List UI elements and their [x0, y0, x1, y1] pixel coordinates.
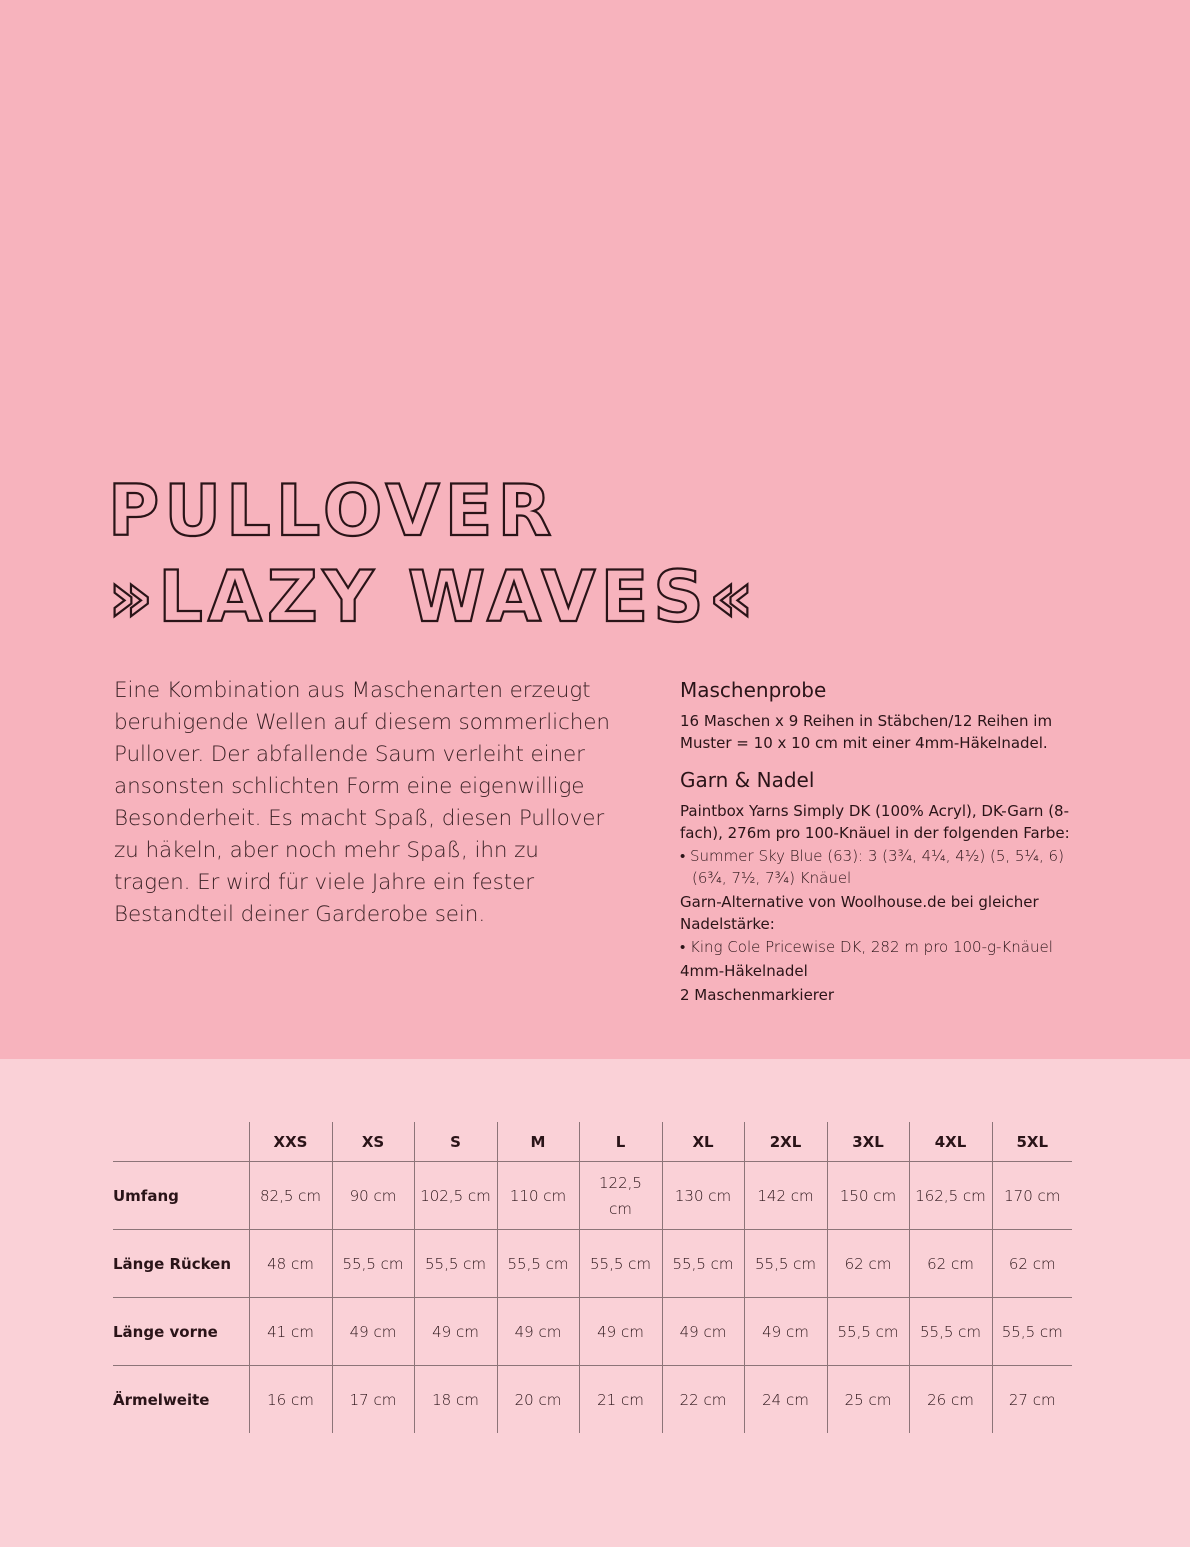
header-cell: 3XL — [827, 1122, 909, 1162]
yarn-alternative-bullet: • King Cole Pricewise DK, 282 m pro 100-g-Knäuel — [680, 936, 1080, 958]
row-label: Länge vorne — [113, 1298, 249, 1366]
table-cell: 17 cm — [332, 1366, 414, 1434]
table-cell: 55,5 cm — [744, 1230, 827, 1298]
size-table-container — [113, 1122, 1072, 1433]
table-cell: 49 cm — [497, 1298, 579, 1366]
row-label: Länge Rücken — [113, 1230, 249, 1298]
table-row — [113, 1366, 1072, 1434]
header-cell: L — [579, 1122, 662, 1162]
table-row — [113, 1230, 1072, 1298]
title-line-2: »LAZY WAVES« — [108, 556, 759, 638]
table-cell: 55,5 cm — [497, 1230, 579, 1298]
yarn-alternative-list — [680, 936, 1080, 958]
table-cell: 55,5 cm — [332, 1230, 414, 1298]
yarn-alternative-text: Garn-Alternative von Woolhouse.de bei gleicher Nadelstärke: — [680, 893, 1039, 933]
header-cell — [113, 1122, 249, 1162]
table-cell: 18 cm — [414, 1366, 497, 1434]
yarn-list — [680, 845, 1080, 889]
markers-text: 2 Maschenmarkierer — [680, 986, 835, 1004]
table-cell: 49 cm — [662, 1298, 744, 1366]
table-cell: 62 cm — [992, 1230, 1072, 1298]
table-cell: 110 cm — [497, 1162, 579, 1230]
table-cell: 22 cm — [662, 1366, 744, 1434]
table-cell: 55,5 cm — [827, 1298, 909, 1366]
size-header-row — [113, 1122, 1072, 1162]
table-cell: 55,5 cm — [414, 1230, 497, 1298]
table-cell: 82,5 cm — [249, 1162, 332, 1230]
table-cell: 26 cm — [909, 1366, 992, 1434]
header-cell: 4XL — [909, 1122, 992, 1162]
table-cell: 162,5 cm — [909, 1162, 992, 1230]
table-cell: 24 cm — [744, 1366, 827, 1434]
table-cell: 122,5 cm — [579, 1162, 662, 1230]
yarn-heading: Garn & Nadel — [680, 768, 815, 792]
table-cell: 49 cm — [414, 1298, 497, 1366]
table-row — [113, 1298, 1072, 1366]
table-cell: 55,5 cm — [992, 1298, 1072, 1366]
header-cell: XXS — [249, 1122, 332, 1162]
size-table — [113, 1122, 1072, 1433]
table-cell: 21 cm — [579, 1366, 662, 1434]
table-cell: 48 cm — [249, 1230, 332, 1298]
row-label: Umfang — [113, 1162, 249, 1230]
table-cell: 170 cm — [992, 1162, 1072, 1230]
header-cell: M — [497, 1122, 579, 1162]
table-cell: 49 cm — [744, 1298, 827, 1366]
table-cell: 90 cm — [332, 1162, 414, 1230]
header-cell: XL — [662, 1122, 744, 1162]
page-title — [108, 468, 759, 640]
table-cell: 130 cm — [662, 1162, 744, 1230]
table-cell: 62 cm — [909, 1230, 992, 1298]
table-cell: 49 cm — [332, 1298, 414, 1366]
hook-text: 4mm-Häkelnadel — [680, 962, 808, 980]
table-cell: 27 cm — [992, 1366, 1072, 1434]
header-cell: XS — [332, 1122, 414, 1162]
header-cell: S — [414, 1122, 497, 1162]
table-cell: 62 cm — [827, 1230, 909, 1298]
table-cell: 55,5 cm — [909, 1298, 992, 1366]
table-cell: 150 cm — [827, 1162, 909, 1230]
table-cell: 142 cm — [744, 1162, 827, 1230]
gauge-heading: Maschenprobe — [680, 678, 827, 702]
table-cell: 25 cm — [827, 1366, 909, 1434]
table-cell: 55,5 cm — [662, 1230, 744, 1298]
materials-section — [680, 676, 1080, 1006]
table-cell: 20 cm — [497, 1366, 579, 1434]
table-cell: 102,5 cm — [414, 1162, 497, 1230]
yarn-text: Paintbox Yarns Simply DK (100% Acryl), DK-Garn (8-fach), 276m pro 100-Knäuel in der folgenden Farbe: — [680, 802, 1070, 842]
table-cell: 55,5 cm — [579, 1230, 662, 1298]
header-cell: 2XL — [744, 1122, 827, 1162]
table-cell: 41 cm — [249, 1298, 332, 1366]
table-cell: 49 cm — [579, 1298, 662, 1366]
header-cell: 5XL — [992, 1122, 1072, 1162]
gauge-text: 16 Maschen x 9 Reihen in Stäbchen/12 Reihen im Muster = 10 x 10 cm mit einer 4mm-Häkelnadel. — [680, 712, 1053, 752]
title-line-1: PULLOVER — [108, 470, 557, 552]
table-cell: 16 cm — [249, 1366, 332, 1434]
table-row — [113, 1162, 1072, 1230]
row-label: Ärmelweite — [113, 1366, 249, 1434]
yarn-color-bullet: • Summer Sky Blue (63): 3 (3¾, 4¼, 4½) (5, 5¼, 6) (6¾, 7½, 7¾) Knäuel — [680, 845, 1080, 889]
intro-paragraph: Eine Kombination aus Maschenarten erzeugt beruhigende Wellen auf diesem sommerlichen Pullover. Der abfallende Saum verleiht einer ansonsten schlichten Form eine eigenwillige Besonderheit. Es macht Spaß, diesen Pullover zu häkeln, aber noch mehr Spaß, ihn zu tragen. Er wird für viele Jahre ein fester Bestandteil deiner Garderobe sein. — [114, 678, 610, 927]
